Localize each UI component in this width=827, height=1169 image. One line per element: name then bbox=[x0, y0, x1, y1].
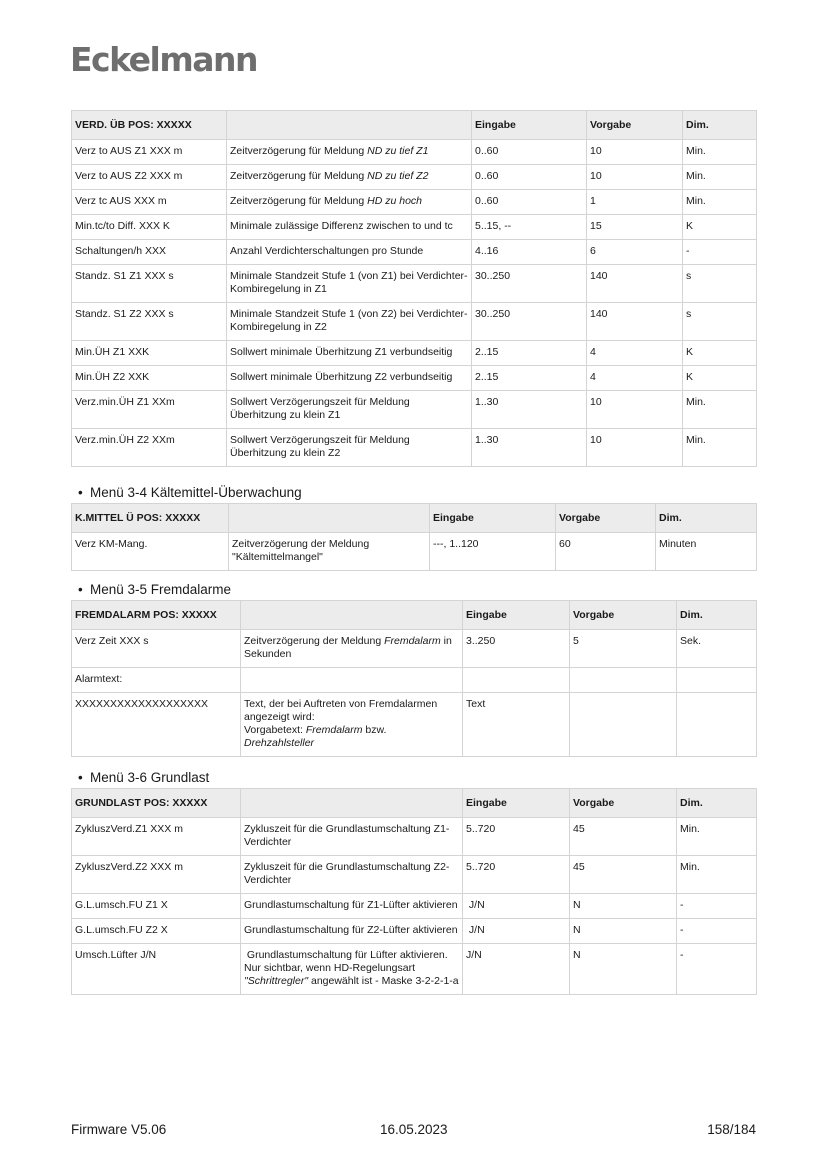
param-desc: Zykluszeit für die Grundlastumschaltung Z1-Verdichter bbox=[241, 818, 463, 856]
param-desc: Zeitverzögerung für Meldung ND zu tief Z1 bbox=[227, 140, 472, 165]
param-name: Verz.min.ÜH Z1 XXm bbox=[72, 391, 227, 429]
param-dim: s bbox=[683, 265, 757, 303]
col-header: VERD. ÜB POS: XXXXX bbox=[72, 111, 227, 140]
param-default: 45 bbox=[570, 856, 677, 894]
param-default: 1 bbox=[587, 190, 683, 215]
param-name: G.L.umsch.FU Z1 X bbox=[72, 894, 241, 919]
col-header: Dim. bbox=[677, 601, 757, 630]
grundlast-table bbox=[71, 788, 757, 995]
param-desc: Minimale Standzeit Stufe 1 (von Z1) bei Verdichter-Kombiregelung in Z1 bbox=[227, 265, 472, 303]
footer-firmware: Firmware V5.06 bbox=[71, 1122, 167, 1137]
col-header bbox=[227, 111, 472, 140]
param-name: G.L.umsch.FU Z2 X bbox=[72, 919, 241, 944]
col-header: Eingabe bbox=[463, 601, 570, 630]
param-dim: Min. bbox=[683, 165, 757, 190]
table-row bbox=[72, 391, 757, 429]
col-header: Vorgabe bbox=[570, 789, 677, 818]
table-row bbox=[72, 818, 757, 856]
param-dim: s bbox=[683, 303, 757, 341]
param-default: 5 bbox=[570, 630, 677, 668]
table-row bbox=[72, 140, 757, 165]
param-name: ZykluszVerd.Z2 XXX m bbox=[72, 856, 241, 894]
eckelmann-logo: Eckelmann bbox=[70, 40, 257, 79]
verd-ueb-table bbox=[71, 110, 757, 467]
param-dim: Min. bbox=[677, 818, 757, 856]
param-default: 6 bbox=[587, 240, 683, 265]
param-default: 4 bbox=[587, 366, 683, 391]
param-input: 5..720 bbox=[463, 856, 570, 894]
param-dim: Min. bbox=[683, 190, 757, 215]
table-row bbox=[72, 894, 757, 919]
param-desc bbox=[241, 668, 463, 693]
param-desc: Sollwert minimale Überhitzung Z2 verbundseitig bbox=[227, 366, 472, 391]
table-row bbox=[72, 533, 757, 571]
param-desc: Sollwert Verzögerungszeit für Meldung Überhitzung zu klein Z1 bbox=[227, 391, 472, 429]
section-title: Menü 3-4 Kältemittel-Überwachung bbox=[90, 485, 302, 500]
section-heading-3-4 bbox=[78, 485, 302, 500]
table-header-row bbox=[72, 601, 757, 630]
param-name: Verz tc AUS XXX m bbox=[72, 190, 227, 215]
col-header: Vorgabe bbox=[570, 601, 677, 630]
param-input: J/N bbox=[463, 944, 570, 995]
param-default: 140 bbox=[587, 265, 683, 303]
param-dim: K bbox=[683, 215, 757, 240]
fremdalarm-table bbox=[71, 600, 757, 757]
param-desc: Minimale Standzeit Stufe 1 (von Z2) bei Verdichter-Kombiregelung in Z2 bbox=[227, 303, 472, 341]
param-desc: Grundlastumschaltung für Z1-Lüfter aktivieren bbox=[241, 894, 463, 919]
param-desc: Zeitverzögerung der Meldung Fremdalarm in Sekunden bbox=[241, 630, 463, 668]
kmittel-table bbox=[71, 503, 757, 571]
param-desc: Text, der bei Auftreten von Fremdalarmen angezeigt wird: Vorgabetext: Fremdalarm bzw. Drehzahlsteller bbox=[241, 693, 463, 757]
param-desc: Zeitverzögerung der Meldung "Kältemittelmangel" bbox=[229, 533, 430, 571]
param-dim bbox=[677, 693, 757, 757]
bullet: • bbox=[78, 770, 83, 785]
bullet: • bbox=[78, 485, 83, 500]
param-name: Verz Zeit XXX s bbox=[72, 630, 241, 668]
param-input: 30..250 bbox=[472, 303, 587, 341]
param-default: 45 bbox=[570, 818, 677, 856]
table-row bbox=[72, 944, 757, 995]
param-default: 140 bbox=[587, 303, 683, 341]
param-input: 1..30 bbox=[472, 391, 587, 429]
param-dim: - bbox=[677, 919, 757, 944]
param-desc: Minimale zulässige Differenz zwischen to und tc bbox=[227, 215, 472, 240]
param-input: 2..15 bbox=[472, 366, 587, 391]
col-header: Eingabe bbox=[472, 111, 587, 140]
footer-page-number: 158/184 bbox=[707, 1122, 756, 1137]
table-row bbox=[72, 693, 757, 757]
param-dim: - bbox=[683, 240, 757, 265]
param-name: Standz. S1 Z1 XXX s bbox=[72, 265, 227, 303]
param-desc: Grundlastumschaltung für Lüfter aktivieren. Nur sichtbar, wenn HD-Regelungsart "Schrittregler" angewählt ist - Maske 3-2-2-1-a bbox=[241, 944, 463, 995]
footer-date: 16.05.2023 bbox=[380, 1122, 448, 1137]
param-default: 4 bbox=[587, 341, 683, 366]
param-desc: Zeitverzögerung für Meldung HD zu hoch bbox=[227, 190, 472, 215]
param-default bbox=[570, 693, 677, 757]
param-dim bbox=[677, 668, 757, 693]
table-header-row bbox=[72, 789, 757, 818]
bullet: • bbox=[78, 582, 83, 597]
param-name: XXXXXXXXXXXXXXXXXXX bbox=[72, 693, 241, 757]
table-row bbox=[72, 190, 757, 215]
param-input: ---, 1..120 bbox=[430, 533, 556, 571]
param-dim: - bbox=[677, 944, 757, 995]
param-default: N bbox=[570, 919, 677, 944]
table-row bbox=[72, 165, 757, 190]
param-input: 1..30 bbox=[472, 429, 587, 467]
param-input: 0..60 bbox=[472, 140, 587, 165]
col-header: Dim. bbox=[656, 504, 757, 533]
param-name: ZykluszVerd.Z1 XXX m bbox=[72, 818, 241, 856]
table-row bbox=[72, 265, 757, 303]
param-dim: - bbox=[677, 894, 757, 919]
col-header bbox=[241, 601, 463, 630]
table-row bbox=[72, 856, 757, 894]
param-name: Schaltungen/h XXX bbox=[72, 240, 227, 265]
param-dim: K bbox=[683, 341, 757, 366]
param-input: 0..60 bbox=[472, 190, 587, 215]
param-dim: K bbox=[683, 366, 757, 391]
table-row bbox=[72, 341, 757, 366]
param-dim: Min. bbox=[683, 140, 757, 165]
param-input: 4..16 bbox=[472, 240, 587, 265]
param-dim: Min. bbox=[683, 429, 757, 467]
param-desc: Sollwert minimale Überhitzung Z1 verbundseitig bbox=[227, 341, 472, 366]
col-header: FREMDALARM POS: XXXXX bbox=[72, 601, 241, 630]
table-row bbox=[72, 215, 757, 240]
param-input: 2..15 bbox=[472, 341, 587, 366]
param-dim: Sek. bbox=[677, 630, 757, 668]
section-heading-3-5 bbox=[78, 582, 231, 597]
section-title: Menü 3-6 Grundlast bbox=[90, 770, 210, 785]
col-header: K.MITTEL Ü POS: XXXXX bbox=[72, 504, 229, 533]
col-header: Dim. bbox=[677, 789, 757, 818]
param-default: N bbox=[570, 944, 677, 995]
param-name: Umsch.Lüfter J/N bbox=[72, 944, 241, 995]
col-header bbox=[241, 789, 463, 818]
param-name: Min.tc/to Diff. XXX K bbox=[72, 215, 227, 240]
param-default: 60 bbox=[556, 533, 656, 571]
section-heading-3-6 bbox=[78, 770, 209, 785]
table-row bbox=[72, 429, 757, 467]
param-default bbox=[570, 668, 677, 693]
param-input: Text bbox=[463, 693, 570, 757]
table-row bbox=[72, 303, 757, 341]
param-input: J/N bbox=[463, 919, 570, 944]
table-row bbox=[72, 630, 757, 668]
param-desc: Zeitverzögerung für Meldung ND zu tief Z2 bbox=[227, 165, 472, 190]
param-desc: Zykluszeit für die Grundlastumschaltung Z2-Verdichter bbox=[241, 856, 463, 894]
param-name: Standz. S1 Z2 XXX s bbox=[72, 303, 227, 341]
param-input: 0..60 bbox=[472, 165, 587, 190]
col-header: Eingabe bbox=[430, 504, 556, 533]
col-header: Vorgabe bbox=[587, 111, 683, 140]
param-default: N bbox=[570, 894, 677, 919]
param-dim: Minuten bbox=[656, 533, 757, 571]
param-name: Alarmtext: bbox=[72, 668, 241, 693]
param-name: Min.ÜH Z1 XXK bbox=[72, 341, 227, 366]
param-name: Verz to AUS Z1 XXX m bbox=[72, 140, 227, 165]
param-name: Verz KM-Mang. bbox=[72, 533, 229, 571]
param-dim: Min. bbox=[677, 856, 757, 894]
col-header: Eingabe bbox=[463, 789, 570, 818]
param-input bbox=[463, 668, 570, 693]
param-desc: Anzahl Verdichterschaltungen pro Stunde bbox=[227, 240, 472, 265]
param-desc: Grundlastumschaltung für Z2-Lüfter aktivieren bbox=[241, 919, 463, 944]
param-default: 10 bbox=[587, 165, 683, 190]
table-header-row bbox=[72, 111, 757, 140]
table-row bbox=[72, 240, 757, 265]
param-input: J/N bbox=[463, 894, 570, 919]
param-name: Verz.min.ÜH Z2 XXm bbox=[72, 429, 227, 467]
table-row bbox=[72, 919, 757, 944]
section-title: Menü 3-5 Fremdalarme bbox=[90, 582, 232, 597]
table-header-row bbox=[72, 504, 757, 533]
param-name: Verz to AUS Z2 XXX m bbox=[72, 165, 227, 190]
table-row bbox=[72, 668, 757, 693]
table-row bbox=[72, 366, 757, 391]
param-desc: Sollwert Verzögerungszeit für Meldung Überhitzung zu klein Z2 bbox=[227, 429, 472, 467]
param-default: 15 bbox=[587, 215, 683, 240]
param-dim: Min. bbox=[683, 391, 757, 429]
param-input: 5..720 bbox=[463, 818, 570, 856]
param-default: 10 bbox=[587, 429, 683, 467]
param-name: Min.ÜH Z2 XXK bbox=[72, 366, 227, 391]
param-default: 10 bbox=[587, 391, 683, 429]
param-input: 30..250 bbox=[472, 265, 587, 303]
col-header: Dim. bbox=[683, 111, 757, 140]
param-input: 3..250 bbox=[463, 630, 570, 668]
param-default: 10 bbox=[587, 140, 683, 165]
col-header: GRUNDLAST POS: XXXXX bbox=[72, 789, 241, 818]
col-header bbox=[229, 504, 430, 533]
param-input: 5..15, -- bbox=[472, 215, 587, 240]
col-header: Vorgabe bbox=[556, 504, 656, 533]
